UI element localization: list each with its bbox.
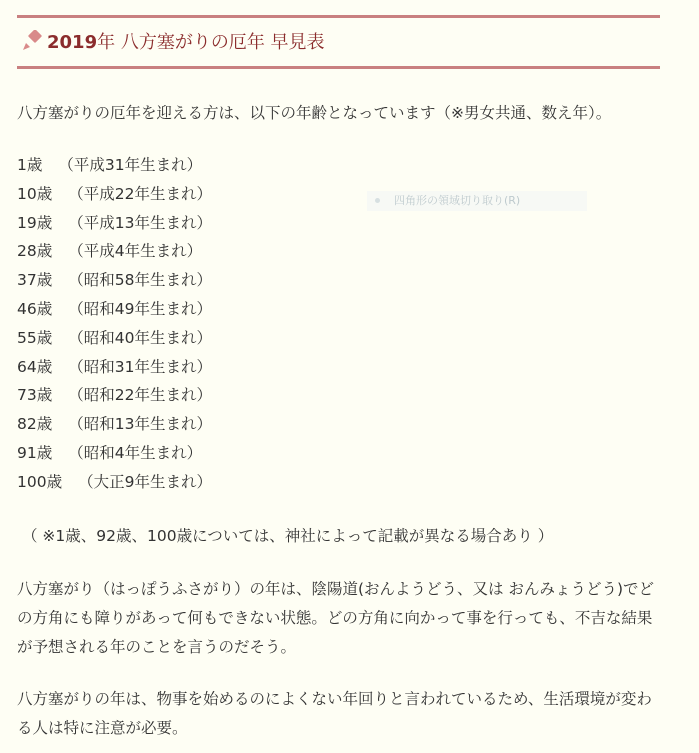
age-value: 46歳 <box>17 299 53 318</box>
section-heading <box>17 15 660 69</box>
pencil-icon <box>21 30 43 52</box>
description-paragraph: 八方塞がり（はっぽうふさがり）の年は、陰陽道(おんようどう、又は おんみょうどう)でどの方角にも障りがあって何もできない状態。どの方角に向かって事を行っても、不吉な結果が予想される年のことを言うのだそう。 <box>17 580 655 656</box>
heading-year: 2019 <box>47 32 98 53</box>
list-item <box>17 356 212 385</box>
list-item <box>17 471 212 500</box>
age-value: 55歳 <box>17 328 53 347</box>
footnote: （ ※1歳、92歳、100歳については、神社によって記載が異なる場合あり ） <box>22 527 554 545</box>
list-item <box>17 442 212 471</box>
birth-year: （昭和58年生まれ） <box>68 271 212 290</box>
age-list <box>17 154 212 500</box>
tooltip-label: 四角形の領域切り取り(R) <box>394 194 521 207</box>
birth-year: （大正9年生まれ） <box>78 472 212 491</box>
list-item <box>17 154 212 183</box>
age-value: 91歳 <box>17 443 53 462</box>
birth-year: （昭和40年生まれ） <box>68 328 212 347</box>
birth-year: （昭和49年生まれ） <box>68 299 212 318</box>
birth-year: （昭和22年生まれ） <box>68 386 212 405</box>
age-value: 19歳 <box>17 213 53 232</box>
bullet-icon <box>375 198 380 203</box>
caution-paragraph: 八方塞がりの年は、物事を始めるのによくない年回りと言われているため、生活環境が変わる人は特に注意が必要。 <box>17 690 652 737</box>
list-item <box>17 240 212 269</box>
age-value: 64歳 <box>17 357 53 376</box>
context-menu-tooltip[interactable] <box>367 191 587 211</box>
list-item <box>17 269 212 298</box>
birth-year: （昭和13年生まれ） <box>68 415 212 434</box>
birth-year: （平成31年生まれ） <box>58 156 203 174</box>
intro-text: 八方塞がりの厄年を迎える方は、以下の年齢となっています（※男女共通、数え年）。 <box>17 104 612 122</box>
list-item <box>17 413 212 442</box>
page-title <box>47 32 325 54</box>
age-value: 37歳 <box>17 271 53 290</box>
age-value: 100歳 <box>17 472 63 491</box>
list-item <box>17 298 212 327</box>
list-item <box>17 384 212 413</box>
age-value: 82歳 <box>17 415 53 434</box>
list-item <box>17 212 212 241</box>
birth-year: （平成22年生まれ） <box>68 184 212 203</box>
birth-year: （昭和4年生まれ） <box>68 443 203 462</box>
birth-year: （平成4年生まれ） <box>68 242 203 261</box>
age-value: 10歳 <box>17 184 53 203</box>
list-item <box>17 183 212 212</box>
birth-year: （昭和31年生まれ） <box>68 357 212 376</box>
heading-title-text: 年 八方塞がりの厄年 早見表 <box>97 32 325 53</box>
birth-year: （平成13年生まれ） <box>68 213 212 232</box>
list-item <box>17 327 212 356</box>
age-value: 1歳 <box>17 156 43 174</box>
age-value: 73歳 <box>17 386 53 405</box>
age-value: 28歳 <box>17 242 53 261</box>
